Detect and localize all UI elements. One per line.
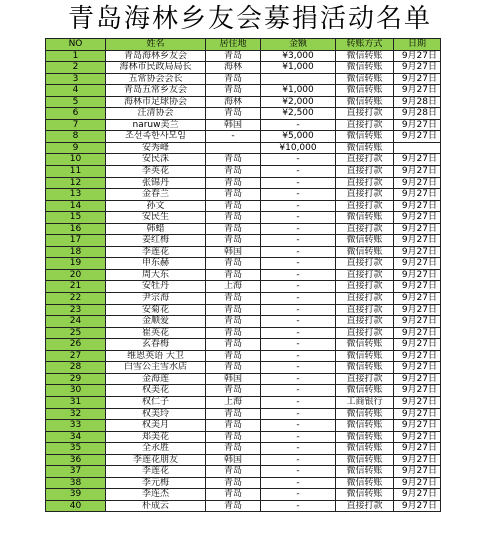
donor-name-cell[interactable]: 李莲花 (106, 466, 206, 478)
amount-cell[interactable]: - (261, 200, 336, 212)
transfer-method-cell[interactable]: 微信转账 (336, 235, 394, 247)
table-row (46, 316, 441, 328)
transfer-method-cell[interactable]: 微信转账 (336, 350, 394, 362)
row-number-cell[interactable]: 34 (46, 431, 106, 443)
amount-cell[interactable]: ¥2,500 (261, 108, 336, 120)
donor-name-cell[interactable]: 汪清协会 (106, 108, 206, 120)
column-header-name[interactable]: 姓名 (106, 39, 206, 51)
row-number-cell[interactable]: 30 (46, 385, 106, 397)
table-row (46, 269, 441, 281)
transfer-method-cell[interactable]: 直接打款 (336, 269, 394, 281)
amount-cell[interactable]: ¥1,000 (261, 62, 336, 74)
amount-cell[interactable]: - (261, 339, 336, 351)
donor-name-cell[interactable]: 尹宗海 (106, 293, 206, 305)
table-row (46, 223, 441, 235)
date-cell[interactable]: 9月27日 (394, 85, 441, 97)
date-cell[interactable]: 9月27日 (394, 119, 441, 131)
amount-cell[interactable]: ¥3,000 (261, 50, 336, 62)
transfer-method-cell[interactable]: 微信转账 (336, 466, 394, 478)
table-row (46, 385, 441, 397)
amount-cell[interactable]: - (261, 269, 336, 281)
transfer-method-cell[interactable]: 微信转账 (336, 454, 394, 466)
table-row (46, 200, 441, 212)
transfer-method-cell[interactable]: 微信转账 (336, 96, 394, 108)
donor-name-cell[interactable]: 权美月 (106, 420, 206, 432)
date-cell[interactable]: 9月27日 (394, 293, 441, 305)
residence-cell[interactable]: 青岛 (206, 235, 261, 247)
donor-name-cell[interactable]: 海林市足球协会 (106, 96, 206, 108)
column-header-no[interactable]: NO (46, 39, 106, 51)
donor-name-cell[interactable]: 安菊花 (106, 304, 206, 316)
row-number-cell[interactable]: 5 (46, 96, 106, 108)
date-cell[interactable]: 9月27日 (394, 373, 441, 385)
table-row (46, 339, 441, 351)
residence-cell[interactable]: 青岛 (206, 166, 261, 178)
residence-cell[interactable]: 青岛 (206, 73, 261, 85)
date-cell[interactable]: 9月27日 (394, 385, 441, 397)
transfer-method-cell[interactable]: 直接打款 (336, 189, 394, 201)
table-row (46, 154, 441, 166)
date-cell[interactable]: 9月27日 (394, 73, 441, 85)
amount-cell[interactable]: ¥2,000 (261, 96, 336, 108)
amount-cell[interactable]: - (261, 350, 336, 362)
date-cell[interactable]: 9月27日 (394, 177, 441, 189)
amount-cell[interactable]: - (261, 500, 336, 512)
amount-cell[interactable]: - (261, 443, 336, 455)
amount-cell[interactable]: - (261, 304, 336, 316)
amount-cell[interactable]: - (261, 166, 336, 178)
date-cell[interactable]: 9月28日 (394, 108, 441, 120)
table-row (46, 443, 441, 455)
row-number-cell[interactable]: 28 (46, 362, 106, 374)
transfer-method-cell[interactable]: 微信转账 (336, 246, 394, 258)
date-cell[interactable]: 9月27日 (394, 62, 441, 74)
amount-cell[interactable]: - (261, 235, 336, 247)
column-header-date[interactable]: 日期 (394, 39, 441, 51)
row-number-cell[interactable]: 37 (46, 466, 106, 478)
residence-cell[interactable]: 青岛 (206, 350, 261, 362)
date-cell[interactable]: 9月27日 (394, 200, 441, 212)
table-row (46, 142, 441, 154)
table-row (46, 258, 441, 270)
residence-cell[interactable]: 韩国 (206, 373, 261, 385)
column-header-residence[interactable]: 居住地 (206, 39, 261, 51)
page-title: 青岛海林乡友会募捐活动名单 (67, 4, 432, 34)
amount-cell[interactable]: - (261, 177, 336, 189)
row-number-cell[interactable]: 10 (46, 154, 106, 166)
column-header-amount[interactable]: 金额 (261, 39, 336, 51)
table-row (46, 119, 441, 131)
row-number-cell[interactable]: 12 (46, 177, 106, 189)
date-cell[interactable]: 9月27日 (394, 350, 441, 362)
residence-cell[interactable]: 青岛 (206, 362, 261, 374)
residence-cell[interactable] (206, 142, 261, 154)
row-number-cell[interactable]: 40 (46, 500, 106, 512)
table-row (46, 373, 441, 385)
residence-cell[interactable]: 青岛 (206, 477, 261, 489)
donor-name-cell[interactable]: 权美花 (106, 385, 206, 397)
transfer-method-cell[interactable]: 直接打款 (336, 327, 394, 339)
table-row (46, 73, 441, 85)
row-number-cell[interactable]: 7 (46, 119, 106, 131)
residence-cell[interactable]: 青岛 (206, 385, 261, 397)
amount-cell[interactable]: - (261, 327, 336, 339)
header-row (46, 39, 441, 51)
table-row (46, 489, 441, 501)
table-row (46, 281, 441, 293)
date-cell[interactable]: 9月27日 (394, 489, 441, 501)
donor-name-cell[interactable]: 李莲花朋友 (106, 454, 206, 466)
row-number-cell[interactable]: 13 (46, 189, 106, 201)
donor-name-cell[interactable]: 安牡丹 (106, 281, 206, 293)
date-cell[interactable] (394, 142, 441, 154)
residence-cell[interactable]: 青岛 (206, 339, 261, 351)
table-row (46, 246, 441, 258)
transfer-method-cell[interactable]: 直接打款 (336, 293, 394, 305)
table-row (46, 350, 441, 362)
transfer-method-cell[interactable]: 直接打款 (336, 373, 394, 385)
row-number-cell[interactable]: 21 (46, 281, 106, 293)
transfer-method-cell[interactable]: 直接打款 (336, 281, 394, 293)
table-row (46, 477, 441, 489)
donor-name-cell[interactable]: 조선족한사모임 (106, 131, 206, 143)
table-row (46, 408, 441, 420)
table-row (46, 420, 441, 432)
table-row (46, 62, 441, 74)
amount-cell[interactable]: - (261, 466, 336, 478)
transfer-method-cell[interactable]: 微信转账 (336, 85, 394, 97)
row-number-cell[interactable]: 27 (46, 350, 106, 362)
row-number-cell[interactable]: 4 (46, 85, 106, 97)
amount-cell[interactable]: - (261, 119, 336, 131)
table-row (46, 396, 441, 408)
transfer-method-cell[interactable]: 微信转账 (336, 131, 394, 143)
transfer-method-cell[interactable]: 直接打款 (336, 154, 394, 166)
transfer-method-cell[interactable]: 直接打款 (336, 316, 394, 328)
row-number-cell[interactable]: 6 (46, 108, 106, 120)
amount-cell[interactable] (261, 73, 336, 85)
row-number-cell[interactable]: 31 (46, 396, 106, 408)
row-number-cell[interactable]: 23 (46, 304, 106, 316)
amount-cell[interactable]: - (261, 189, 336, 201)
amount-cell[interactable]: - (261, 431, 336, 443)
table-row (46, 500, 441, 512)
amount-cell[interactable]: - (261, 362, 336, 374)
date-cell[interactable]: 9月27日 (394, 246, 441, 258)
date-cell[interactable]: 9月27日 (394, 327, 441, 339)
residence-cell[interactable]: 海林 (206, 96, 261, 108)
donor-name-cell[interactable]: 崔英花 (106, 327, 206, 339)
amount-cell[interactable]: ¥10,000 (261, 142, 336, 154)
date-cell[interactable]: 9月27日 (394, 223, 441, 235)
row-number-cell[interactable]: 11 (46, 166, 106, 178)
residence-cell[interactable]: 韩国 (206, 119, 261, 131)
row-number-cell[interactable]: 26 (46, 339, 106, 351)
amount-cell[interactable]: - (261, 385, 336, 397)
row-number-cell[interactable]: 19 (46, 258, 106, 270)
date-cell[interactable]: 9月27日 (394, 362, 441, 374)
row-number-cell[interactable]: 2 (46, 62, 106, 74)
donor-name-cell[interactable]: 李莲花 (106, 246, 206, 258)
residence-cell[interactable]: 青岛 (206, 316, 261, 328)
donor-name-cell[interactable]: 李连杰 (106, 489, 206, 501)
row-number-cell[interactable]: 15 (46, 212, 106, 224)
amount-cell[interactable]: - (261, 396, 336, 408)
transfer-method-cell[interactable]: 微信转账 (336, 142, 394, 154)
transfer-method-cell[interactable]: 微信转账 (336, 489, 394, 501)
residence-cell[interactable]: 青岛 (206, 327, 261, 339)
residence-cell[interactable]: 韩国 (206, 454, 261, 466)
transfer-method-cell[interactable]: 微信转账 (336, 50, 394, 62)
table-row (46, 189, 441, 201)
donor-name-cell[interactable]: 白雪公主雪水店 (106, 362, 206, 374)
row-number-cell[interactable]: 18 (46, 246, 106, 258)
residence-cell[interactable]: 上海 (206, 281, 261, 293)
donor-name-cell[interactable]: 李英花 (106, 166, 206, 178)
donor-name-cell[interactable]: 郑美花 (106, 431, 206, 443)
amount-cell[interactable]: - (261, 258, 336, 270)
row-number-cell[interactable]: 22 (46, 293, 106, 305)
transfer-method-cell[interactable]: 微信转账 (336, 73, 394, 85)
donor-name-cell[interactable]: 海林市民政局局长 (106, 62, 206, 74)
transfer-method-cell[interactable]: 直接打款 (336, 177, 394, 189)
date-cell[interactable]: 9月27日 (394, 316, 441, 328)
table-row (46, 431, 441, 443)
donor-name-cell[interactable]: 申东赫 (106, 258, 206, 270)
date-cell[interactable]: 9月27日 (394, 477, 441, 489)
amount-cell[interactable]: ¥5,000 (261, 131, 336, 143)
donor-name-cell[interactable]: 金顺爱 (106, 316, 206, 328)
date-cell[interactable]: 9月27日 (394, 281, 441, 293)
transfer-method-cell[interactable]: 直接打款 (336, 200, 394, 212)
donor-name-cell[interactable]: 张锦丹 (106, 177, 206, 189)
transfer-method-cell[interactable]: 直接打款 (336, 108, 394, 120)
date-cell[interactable]: 9月27日 (394, 408, 441, 420)
row-number-cell[interactable]: 32 (46, 408, 106, 420)
donation-table (45, 38, 441, 512)
row-number-cell[interactable]: 29 (46, 373, 106, 385)
donor-name-cell[interactable]: 金海莲 (106, 373, 206, 385)
date-cell[interactable]: 9月27日 (394, 166, 441, 178)
residence-cell[interactable]: 青岛 (206, 212, 261, 224)
date-cell[interactable]: 9月27日 (394, 212, 441, 224)
residence-cell[interactable]: 青岛 (206, 304, 261, 316)
table-row (46, 108, 441, 120)
date-cell[interactable]: 9月27日 (394, 258, 441, 270)
row-number-cell[interactable]: 36 (46, 454, 106, 466)
date-cell[interactable]: 9月27日 (394, 235, 441, 247)
residence-cell[interactable]: 青岛 (206, 200, 261, 212)
table-row (46, 131, 441, 143)
date-cell[interactable]: 9月27日 (394, 50, 441, 62)
residence-cell[interactable]: 韩国 (206, 246, 261, 258)
transfer-method-cell[interactable]: 微信转账 (336, 212, 394, 224)
date-cell[interactable]: 9月27日 (394, 420, 441, 432)
row-number-cell[interactable]: 38 (46, 477, 106, 489)
row-number-cell[interactable]: 20 (46, 269, 106, 281)
row-number-cell[interactable]: 9 (46, 142, 106, 154)
transfer-method-cell[interactable]: 微信转账 (336, 385, 394, 397)
donor-name-cell[interactable]: 全永胜 (106, 443, 206, 455)
transfer-method-cell[interactable]: 直接打款 (336, 166, 394, 178)
donor-name-cell[interactable]: 维恩英语 大卫 (106, 350, 206, 362)
donor-name-cell[interactable]: 姜红梅 (106, 235, 206, 247)
row-number-cell[interactable]: 3 (46, 73, 106, 85)
row-number-cell[interactable]: 24 (46, 316, 106, 328)
table-row (46, 177, 441, 189)
residence-cell[interactable]: 青岛 (206, 154, 261, 166)
table-row (46, 304, 441, 316)
donor-name-cell[interactable]: 五常协会会长 (106, 73, 206, 85)
date-cell[interactable]: 9月27日 (394, 396, 441, 408)
amount-cell[interactable]: - (261, 212, 336, 224)
residence-cell[interactable]: 青岛 (206, 420, 261, 432)
table-row (46, 212, 441, 224)
amount-cell[interactable]: - (261, 281, 336, 293)
donor-name-cell[interactable]: 周大东 (106, 269, 206, 281)
residence-cell[interactable]: 上海 (206, 396, 261, 408)
date-cell[interactable]: 9月27日 (394, 500, 441, 512)
transfer-method-cell[interactable]: 直接打款 (336, 258, 394, 270)
residence-cell[interactable]: 青岛 (206, 189, 261, 201)
table-row (46, 85, 441, 97)
transfer-method-cell[interactable]: 微信转账 (336, 339, 394, 351)
donor-name-cell[interactable]: 权仁子 (106, 396, 206, 408)
residence-cell[interactable]: 青岛 (206, 466, 261, 478)
donor-name-cell[interactable]: 金春兰 (106, 189, 206, 201)
table-row (46, 327, 441, 339)
date-cell[interactable]: 9月27日 (394, 454, 441, 466)
donor-name-cell[interactable]: naruw美兰 (106, 119, 206, 131)
residence-cell[interactable]: - (206, 131, 261, 143)
row-number-cell[interactable]: 14 (46, 200, 106, 212)
transfer-method-cell[interactable]: 微信转账 (336, 477, 394, 489)
residence-cell[interactable]: 青岛 (206, 500, 261, 512)
donor-name-cell[interactable]: 安民洙 (106, 154, 206, 166)
date-cell[interactable]: 9月27日 (394, 431, 441, 443)
table-row (46, 454, 441, 466)
transfer-method-cell[interactable]: 直接打款 (336, 119, 394, 131)
date-cell[interactable]: 9月27日 (394, 189, 441, 201)
amount-cell[interactable]: - (261, 477, 336, 489)
table-row (46, 96, 441, 108)
residence-cell[interactable]: 青岛 (206, 489, 261, 501)
table-row (46, 362, 441, 374)
row-number-cell[interactable]: 1 (46, 50, 106, 62)
date-cell[interactable]: 9月27日 (394, 443, 441, 455)
residence-cell[interactable]: 青岛 (206, 85, 261, 97)
residence-cell[interactable]: 青岛 (206, 258, 261, 270)
transfer-method-cell[interactable]: 微信转账 (336, 62, 394, 74)
date-cell[interactable]: 9月27日 (394, 154, 441, 166)
table-row (46, 235, 441, 247)
donor-name-cell[interactable]: 孙文 (106, 200, 206, 212)
amount-cell[interactable]: - (261, 246, 336, 258)
row-number-cell[interactable]: 25 (46, 327, 106, 339)
transfer-method-cell[interactable]: 微信转账 (336, 431, 394, 443)
date-cell[interactable]: 9月28日 (394, 96, 441, 108)
amount-cell[interactable]: ¥1,000 (261, 85, 336, 97)
transfer-method-cell[interactable]: 直接打款 (336, 223, 394, 235)
transfer-method-cell[interactable]: 微信转账 (336, 443, 394, 455)
residence-cell[interactable]: 青岛 (206, 293, 261, 305)
transfer-method-cell[interactable]: 工商银行 (336, 396, 394, 408)
transfer-method-cell[interactable]: 微信转账 (336, 408, 394, 420)
date-cell[interactable]: 9月27日 (394, 466, 441, 478)
residence-cell[interactable]: 青岛 (206, 431, 261, 443)
row-number-cell[interactable]: 16 (46, 223, 106, 235)
residence-cell[interactable]: 青岛 (206, 50, 261, 62)
row-number-cell[interactable]: 33 (46, 420, 106, 432)
table-row (46, 293, 441, 305)
residence-cell[interactable]: 青岛 (206, 408, 261, 420)
row-number-cell[interactable]: 17 (46, 235, 106, 247)
table-row (46, 466, 441, 478)
amount-cell[interactable]: - (261, 373, 336, 385)
date-cell[interactable]: 9月27日 (394, 339, 441, 351)
donor-name-cell[interactable]: 韩蜡 (106, 223, 206, 235)
table-row (46, 50, 441, 62)
date-cell[interactable]: 9月27日 (394, 304, 441, 316)
residence-cell[interactable]: 青岛 (206, 443, 261, 455)
donor-name-cell[interactable]: 安民生 (106, 212, 206, 224)
amount-cell[interactable]: - (261, 420, 336, 432)
row-number-cell[interactable]: 39 (46, 489, 106, 501)
transfer-method-cell[interactable]: 直接打款 (336, 500, 394, 512)
donor-name-cell[interactable]: 朴成云 (106, 500, 206, 512)
donor-name-cell[interactable]: 李元梅 (106, 477, 206, 489)
row-number-cell[interactable]: 35 (46, 443, 106, 455)
amount-cell[interactable]: - (261, 408, 336, 420)
donor-name-cell[interactable]: 玄春梅 (106, 339, 206, 351)
amount-cell[interactable]: - (261, 489, 336, 501)
transfer-method-cell[interactable]: 微信转账 (336, 420, 394, 432)
donor-name-cell[interactable]: 安秀峰 (106, 142, 206, 154)
row-number-cell[interactable]: 8 (46, 131, 106, 143)
table-row (46, 166, 441, 178)
amount-cell[interactable]: - (261, 454, 336, 466)
residence-cell[interactable]: 青岛 (206, 269, 261, 281)
residence-cell[interactable]: 青岛 (206, 108, 261, 120)
residence-cell[interactable]: 青岛 (206, 177, 261, 189)
residence-cell[interactable]: 青岛 (206, 223, 261, 235)
date-cell[interactable]: 9月27日 (394, 269, 441, 281)
donor-name-cell[interactable]: 青岛海林乡友会 (106, 50, 206, 62)
transfer-method-cell[interactable]: 直接打款 (336, 304, 394, 316)
amount-cell[interactable]: - (261, 293, 336, 305)
column-header-transfer-method[interactable]: 转账方式 (336, 39, 394, 51)
donor-name-cell[interactable]: 青岛五常乡友会 (106, 85, 206, 97)
amount-cell[interactable]: - (261, 154, 336, 166)
amount-cell[interactable]: - (261, 316, 336, 328)
residence-cell[interactable]: 海林 (206, 62, 261, 74)
amount-cell[interactable]: - (261, 223, 336, 235)
date-cell[interactable]: 9月27日 (394, 131, 441, 143)
donor-name-cell[interactable]: 权美玲 (106, 408, 206, 420)
transfer-method-cell[interactable]: 微信转账 (336, 362, 394, 374)
